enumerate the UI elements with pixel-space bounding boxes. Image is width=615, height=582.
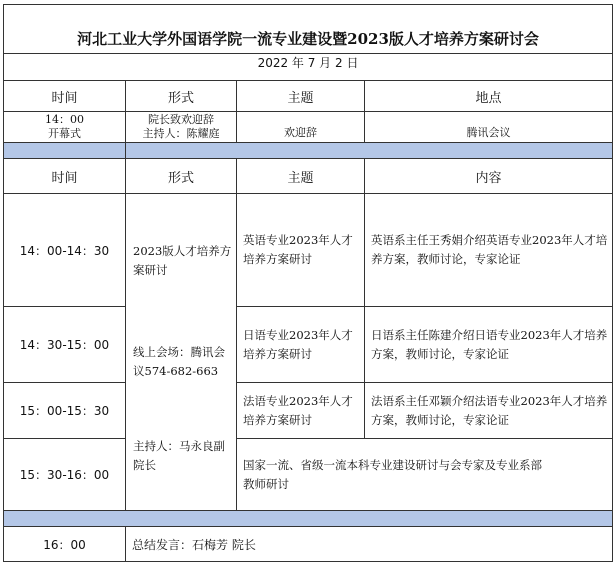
opening-format-line1: 院长致欢迎辞 [148, 113, 214, 126]
session-content: 日语系主任陈建介绍日语专业2023年人才培养方案，教师讨论，专家论证 [365, 307, 613, 383]
opening-location: 腾讯会议 [365, 112, 613, 143]
format-block-topic: 2023版人才培养方案研讨 [133, 244, 232, 277]
session-topic: 英语专业2023年人才培养方案研讨 [237, 194, 365, 307]
closing-text: 总结发言：石梅芳 院长 [126, 527, 613, 562]
session-format-cell [126, 194, 237, 511]
opening-topic: 欢迎辞 [237, 112, 365, 143]
session-row [4, 194, 613, 307]
session-content: 英语系主任王秀娟介绍英语专业2023年人才培养方案，教师讨论，专家论证 [365, 194, 613, 307]
header-content: 内容 [365, 159, 613, 194]
session-time: 14：00-14：30 [4, 194, 126, 307]
format-block-venue: 线上会场：腾讯会议574-682-663 [133, 345, 225, 378]
session-content: 法语系主任邓颖介绍法语专业2023年人才培养方案，教师讨论，专家论证 [365, 383, 613, 439]
closing-row [4, 527, 613, 562]
session-topic-content: 国家一流、省级一流本科专业建设研讨与会专家及专业系部教师研讨 [237, 439, 613, 511]
header-location: 地点 [365, 81, 613, 112]
band-cell [4, 143, 126, 159]
opening-header-row [4, 81, 613, 112]
session-time: 14：30-15：00 [4, 307, 126, 383]
band-cell [126, 143, 613, 159]
session-time: 15：00-15：30 [4, 383, 126, 439]
session-header-row [4, 159, 613, 194]
format-block-host: 主持人：马永良副院长 [133, 439, 225, 472]
session-topic: 法语专业2023年人才培养方案研讨 [237, 383, 365, 439]
header-time: 时间 [4, 81, 126, 112]
band-cell [4, 511, 613, 527]
band-row-1 [4, 143, 613, 159]
session-row [4, 383, 613, 439]
document-date: 2022 年 7 月 2 日 [4, 54, 613, 81]
opening-format-cell [126, 112, 237, 143]
opening-format-line2: 主持人：陈耀庭 [142, 127, 220, 140]
session-topic: 日语专业2023年人才培养方案研讨 [237, 307, 365, 383]
header-topic: 主题 [237, 81, 365, 112]
header-format: 形式 [126, 81, 237, 112]
band-row-2 [4, 511, 613, 527]
session-row [4, 439, 613, 511]
session-row [4, 307, 613, 383]
document-title: 河北工业大学外国语学院一流专业建设暨2023版人才培养方案研讨会 [4, 5, 613, 54]
opening-time: 14：00 [45, 113, 84, 126]
session-time: 15：30-16：00 [4, 439, 126, 511]
schedule-table [3, 4, 613, 562]
opening-time-cell [4, 112, 126, 143]
closing-time: 16：00 [4, 527, 126, 562]
opening-time-label: 开幕式 [48, 127, 81, 140]
header-format: 形式 [126, 159, 237, 194]
opening-row [4, 112, 613, 143]
header-topic: 主题 [237, 159, 365, 194]
header-time: 时间 [4, 159, 126, 194]
